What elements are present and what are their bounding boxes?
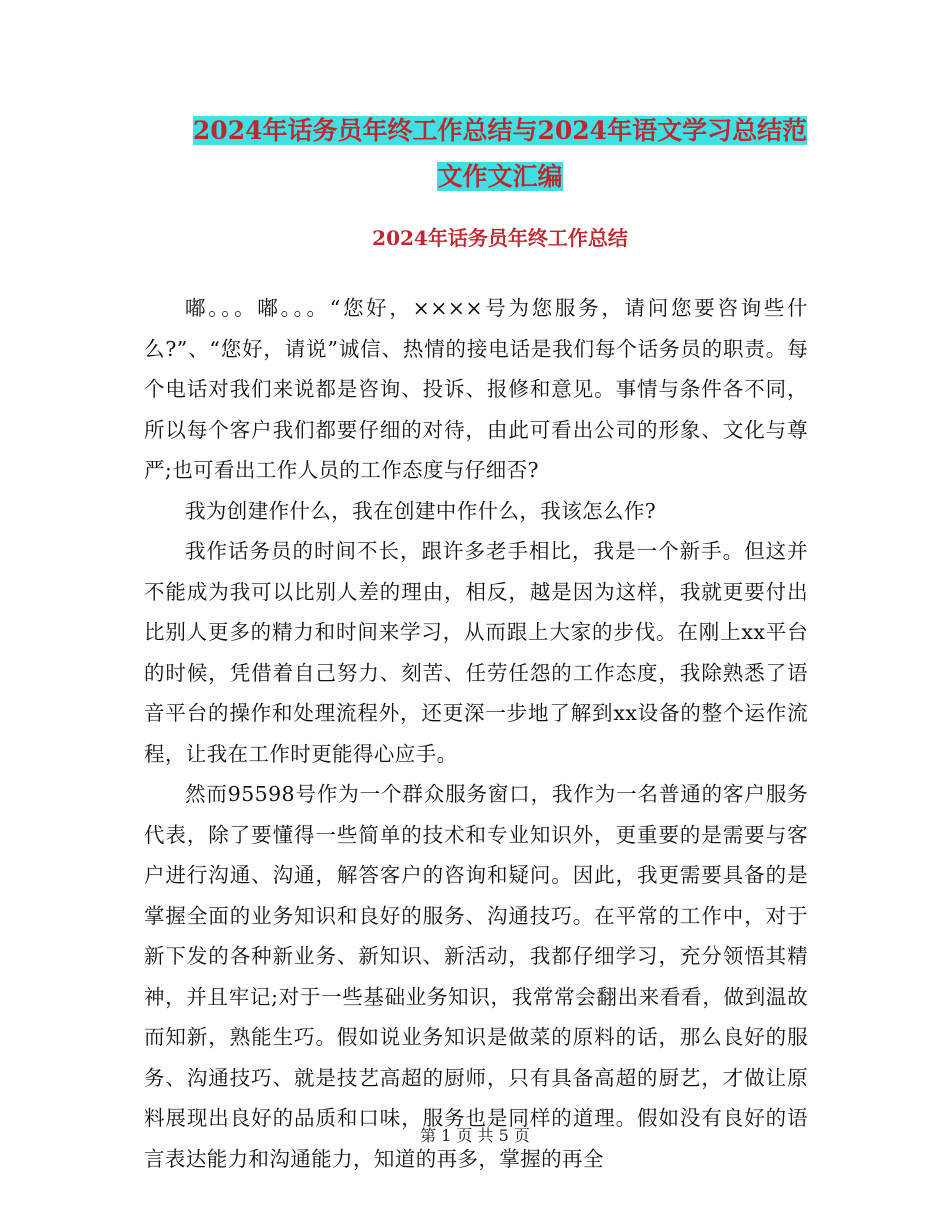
title-line-1: 2024年话务员年终工作总结与2024年语文学习总结范 — [192, 116, 808, 145]
document-title — [140, 108, 860, 200]
paragraph: 然而95598号作为一个群众服务窗口，我作为一名普通的客户服务代表，除了要懂得一些简单的技术和专业知识外，更重要的是需要与客户进行沟通、沟通，解答客户的咨询和疑问。因此，我更需要具备的是掌握全面的业务知识和良好的服务、沟通技巧。在平常的工作中，对于新下发的各种新业务、新知识、新活动，我都仔细学习，充分领悟其精神，并且牢记;对于一些基础业务知识，我常常会翻出来看看，做到温故而知新，熟能生巧。假如说业务知识是做菜的原料的话，那么良好的服务、沟通技巧、就是技艺高超的厨师，只有具备高超的厨艺，才做让原料展现出良好的品质和口味，服务也是同样的道理。假如没有良好的语言表达能力和沟通能力，知道的再多，掌握的再全 — [144, 782, 808, 1171]
paragraph: 我作话务员的时间不长，跟许多老手相比，我是一个新手。但这并不能成为我可以比别人差的理由，相反，越是因为这样，我就更要付出比别人更多的精力和时间来学习，从而跟上大家的步伐。在刚上xx平台的时候，凭借着自己努力、刻苦、任劳任怨的工作态度，我除熟悉了语音平台的操作和处理流程外，还更深一步地了解到xx设备的整个运作流程，让我在工作时更能得心应手。 — [144, 539, 808, 766]
title-line-2: 文作文汇编 — [437, 162, 563, 191]
body-text — [144, 288, 808, 1179]
paragraph: 嘟。。。嘟。。。“您好，××××号为您服务，请问您要咨询些什么?”、“您好，请说”诚信、热情的接电话是我们每个话务员的职责。每个电话对我们来说都是咨询、投诉、报修和意见。事情与条件各不同，所以每个客户我们都要仔细的对待，由此可看出公司的形象、文化与尊严;也可看出工作人员的工作态度与仔细否? — [144, 296, 808, 482]
page-number-footer: 第 1 页 共 5 页 — [420, 1126, 530, 1145]
section-title: 2024年话务员年终工作总结 — [372, 226, 628, 250]
paragraph: 我为创建作什么，我在创建中作什么，我该怎么作? — [185, 498, 657, 523]
